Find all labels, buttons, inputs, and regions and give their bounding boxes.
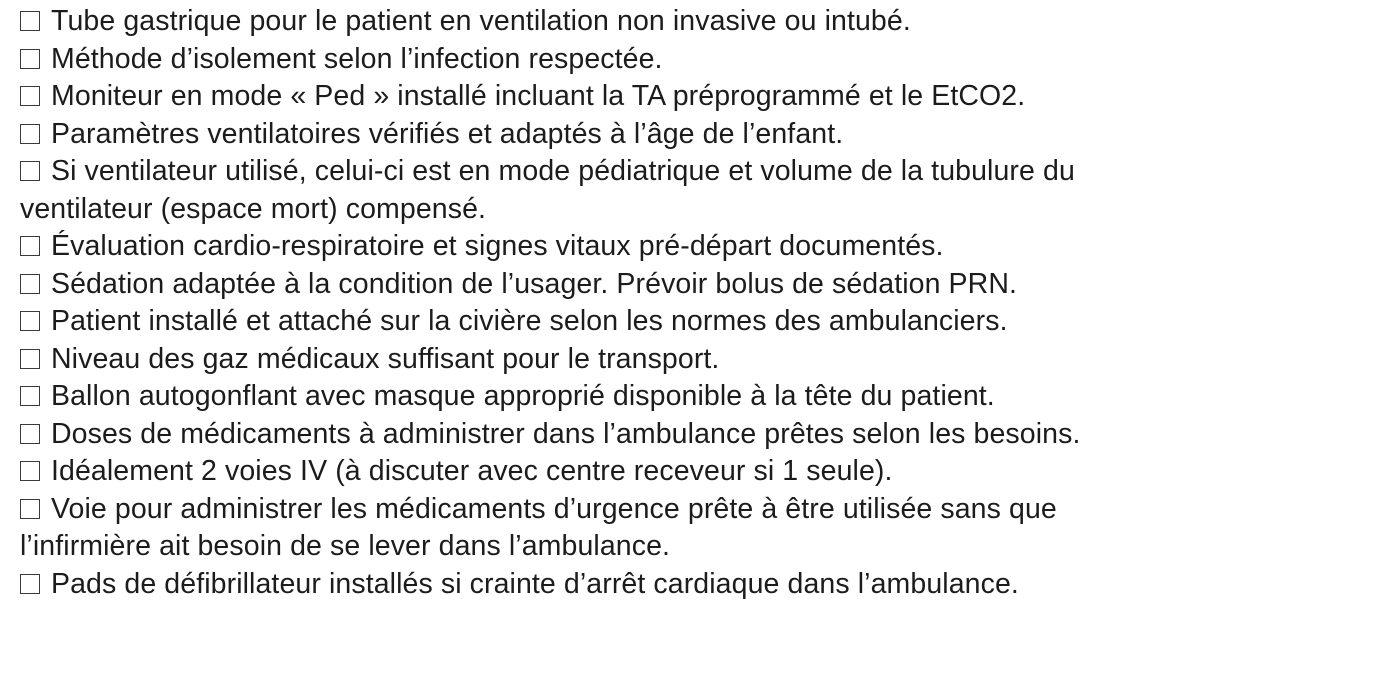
- item-text: Paramètres ventilatoires vérifiés et adaptés à l’âge de l’enfant.: [51, 117, 844, 150]
- checkbox[interactable]: [20, 424, 40, 444]
- item-text: Sédation adaptée à la condition de l’usager. Prévoir bolus de sédation PRN.: [51, 267, 1018, 300]
- checklist-item: [20, 341, 1390, 379]
- checklist-item: [20, 41, 1390, 79]
- item-text: Niveau des gaz médicaux suffisant pour le transport.: [51, 342, 720, 375]
- checklist-item: [20, 453, 1390, 491]
- item-text: Voie pour administrer les médicaments d’urgence prête à être utilisée sans que: [51, 492, 1057, 525]
- item-text: Pads de défibrillateur installés si crainte d’arrêt cardiaque dans l’ambulance.: [51, 567, 1019, 600]
- item-line: [20, 3, 1390, 41]
- checkbox[interactable]: [20, 311, 40, 331]
- checkbox[interactable]: [20, 574, 40, 594]
- checklist-item: [20, 78, 1390, 116]
- item-text: Évaluation cardio-respiratoire et signes vitaux pré-départ documentés.: [51, 230, 944, 262]
- checklist-item: [20, 153, 1390, 228]
- checkbox[interactable]: [20, 161, 40, 181]
- item-continuation-line: ventilateur (espace mort) compensé.: [20, 192, 487, 225]
- item-continuation-line: l’infirmière ait besoin de se lever dans l’ambulance.: [20, 530, 671, 562]
- checklist: [20, 0, 1390, 603]
- item-line: [20, 78, 1390, 116]
- checkbox[interactable]: [20, 124, 40, 144]
- checklist-item: [20, 303, 1390, 341]
- item-text: Tube gastrique pour le patient en ventilation non invasive ou intubé.: [51, 5, 911, 37]
- item-line: [20, 116, 1390, 154]
- item-text: Idéalement 2 voies IV (à discuter avec centre receveur si 1 seule).: [51, 455, 893, 487]
- checkbox[interactable]: [20, 349, 40, 369]
- checklist-item: [20, 378, 1390, 416]
- checkbox[interactable]: [20, 386, 40, 406]
- item-text: Si ventilateur utilisé, celui-ci est en mode pédiatrique et volume de la tubulure du: [51, 155, 1075, 187]
- item-line: [20, 341, 1390, 379]
- item-text: Doses de médicaments à administrer dans l’ambulance prêtes selon les besoins.: [51, 417, 1081, 450]
- checkbox[interactable]: [20, 461, 40, 481]
- checkbox[interactable]: [20, 11, 40, 31]
- item-line: [20, 453, 1390, 491]
- item-line: [20, 566, 1390, 604]
- item-line: [20, 303, 1390, 341]
- checklist-item: [20, 116, 1390, 154]
- item-text: Patient installé et attaché sur la civière selon les normes des ambulanciers.: [51, 305, 1008, 337]
- item-text: Méthode d’isolement selon l’infection respectée.: [51, 42, 663, 75]
- item-line: [20, 378, 1390, 416]
- checklist-item: [20, 416, 1390, 454]
- checklist-item: [20, 566, 1390, 604]
- item-line: [20, 41, 1390, 79]
- item-text: Ballon autogonflant avec masque approprié disponible à la tête du patient.: [51, 380, 995, 412]
- item-line: [20, 153, 1390, 191]
- item-line: [20, 416, 1390, 454]
- item-line: [20, 491, 1390, 529]
- checkbox[interactable]: [20, 86, 40, 106]
- item-line: [20, 228, 1390, 266]
- checkbox[interactable]: [20, 49, 40, 69]
- item-line: [20, 266, 1390, 304]
- checklist-item: [20, 491, 1390, 566]
- checklist-item: [20, 266, 1390, 304]
- checkbox[interactable]: [20, 236, 40, 256]
- checklist-item: [20, 228, 1390, 266]
- checkbox[interactable]: [20, 499, 40, 519]
- checkbox[interactable]: [20, 274, 40, 294]
- checklist-item: [20, 3, 1390, 41]
- item-text: Moniteur en mode « Ped » installé incluant la TA préprogrammé et le EtCO2.: [51, 80, 1026, 112]
